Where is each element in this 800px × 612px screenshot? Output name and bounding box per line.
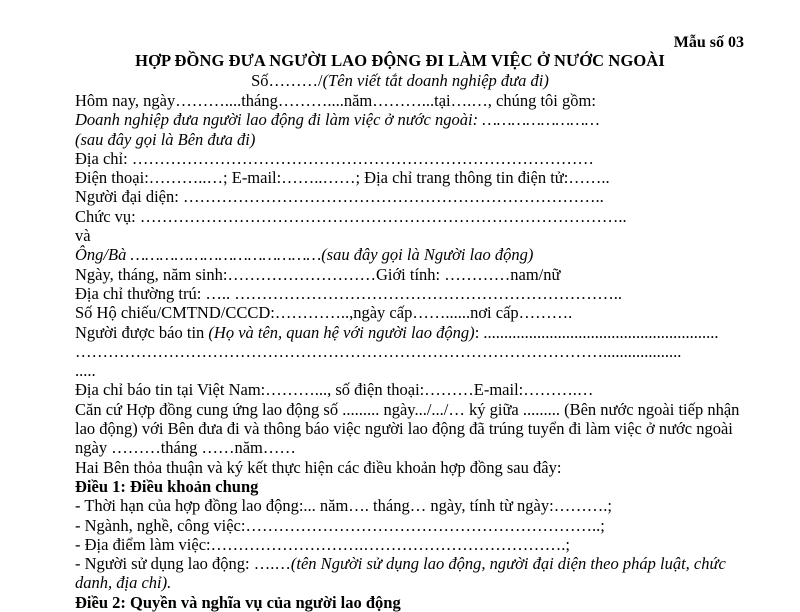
contract-number-label: Số………/ [251, 71, 323, 90]
contract-number-line [0, 71, 800, 91]
article-2-heading: Điều 2: Quyền và nghĩa vụ của người lao động [75, 592, 401, 612]
sending-party-note: (sau đây gọi là Bên đưa đi) [75, 129, 256, 149]
representative-line: Người đại diện: ………………………………………………………………….. [75, 187, 604, 207]
contact-person-note: (Họ và tên, quan hệ với người lao động) [208, 322, 475, 342]
contract-number-note: (Tên viết tắt doanh nghiệp đưa đi) [322, 71, 549, 90]
company-address-line: Địa chỉ: ………………………………………………………………………… [75, 148, 594, 168]
dotted-line-end: ..... [75, 361, 96, 381]
sending-company-line: Doanh nghiệp đưa người lao động đi làm việc ở nước ngoài: …………………… [75, 110, 600, 130]
worker-name-blank: Ông/Bà ………………………………… [75, 245, 322, 265]
contract-body [75, 91, 755, 612]
employer-item [75, 554, 755, 593]
worker-name-line [75, 245, 755, 264]
position-line: Chức vụ: …………………………………………………………………………….. [75, 206, 627, 226]
and-line: và [75, 226, 91, 246]
basis-paragraph: Căn cứ Hợp đồng cung ứng lao động số ......... ngày.../.../… ký giữa ......... (Bên nước ngoài tiếp nhận lao động) với Bên đưa đi và thông báo việc người lao động đã trúng tuyển đi làm việc ở nước ngoài ngày ………tháng ……năm…… [75, 399, 740, 458]
id-document-line: Số Hộ chiếu/CMTND/CCCD:…………..,ngày cấp……......nơi cấp………. [75, 303, 573, 323]
agreement-line: Hai Bên thỏa thuận và ký kết thực hiện các điều khoản hợp đồng sau đây: [75, 457, 562, 477]
article-1-heading: Điều 1: Điều khoản chung [75, 476, 259, 496]
birth-gender-line: Ngày, tháng, năm sinh:………………………Giới tính: …………nam/nữ [75, 264, 561, 284]
dotted-line: ……………………………………………………………………………………................... [75, 341, 682, 361]
notify-address-line: Địa chỉ báo tin tại Việt Nam:………..., số điện thoại:………E-mail:……….… [75, 380, 594, 400]
date-place-line: Hôm nay, ngày………....tháng………....năm………...tại….…, chúng tôi gồm: [75, 91, 596, 110]
permanent-address-line: Địa chỉ thường trú: ….. …………………………………………………………….. [75, 283, 623, 303]
document-title: HỢP ĐỒNG ĐƯA NGƯỜI LAO ĐỘNG ĐI LÀM VIỆC Ở NƯỚC NGOÀI [135, 51, 665, 70]
form-number: Mẫu số 03 [673, 34, 744, 51]
employer-label: - Người sử dụng lao động: ….… [75, 554, 291, 574]
contact-person-label: Người được báo tin [75, 322, 209, 342]
contact-person-line [75, 323, 755, 342]
company-contact-line: Điện thoại:………..…; E-mail:……..……; Địa chỉ trang thông tin điện tử:…….. [75, 168, 610, 188]
workplace-item: - Địa điểm làm việc:……………………….……………………………….; [75, 534, 570, 554]
worker-party-note: (sau đây gọi là Người lao động) [321, 245, 534, 265]
contract-term-item: - Thời hạn của hợp đồng lao động:... năm…. tháng… ngày, tính từ ngày:……….; [75, 496, 612, 516]
employer-note: (tên Người sử dụng lao động, người đại diện theo pháp luật, chức danh, địa chỉ). [75, 554, 726, 593]
contact-person-blank: : ......................................................... [474, 322, 719, 342]
occupation-item: - Ngành, nghề, công việc:………………………………………………………..; [75, 515, 605, 535]
